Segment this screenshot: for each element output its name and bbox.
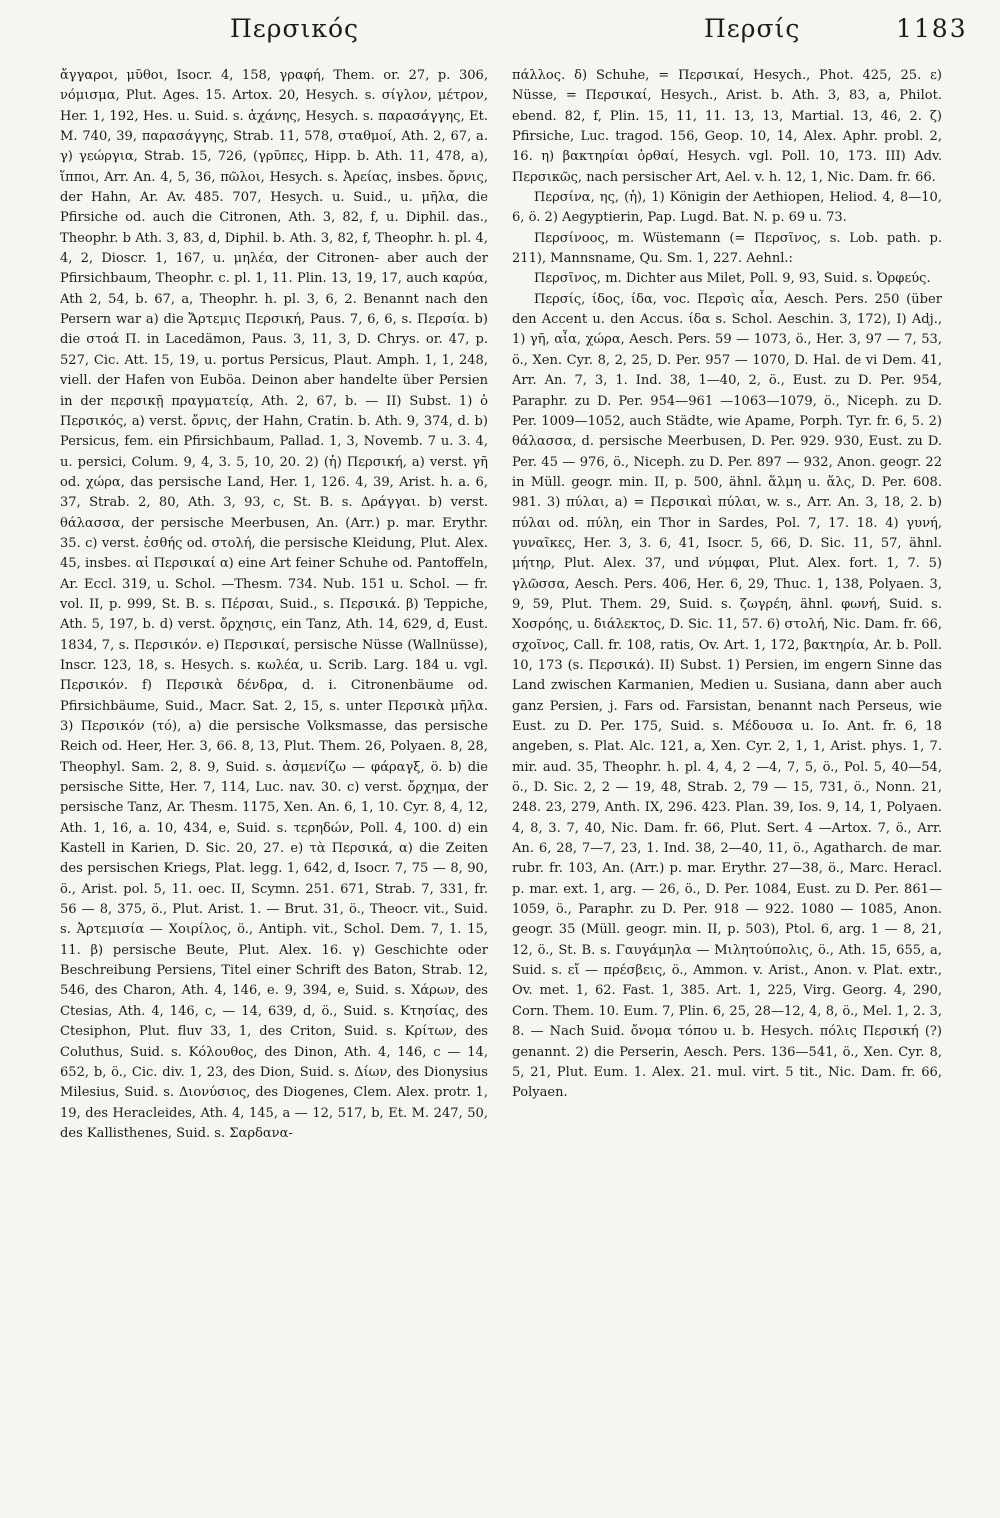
right-headword: Περσίς [704,14,801,43]
entry-persinos: Περσῖνος, m. Dichter aus Milet, Poll. 9, 93, Suid. s. Ὀρφεύς. [534,271,931,287]
right-column [512,66,942,1506]
entry-persis: Περσίς, ίδος, ίδα, voc. Περσὶς αἶα, Aesch. Pers. 250 (über den Accent u. den Accus. ίδα s. Schol. Aeschin. 3, 172), I) Adj., 1) γῆ, αἶα, χώρα, Aesch. Pers. 59 — 1073, ö., Her. 3, 97 — 7, 53, ö., Xen. Cyr. 8, 2, 25, D. Per. 957 — 1070, D. Hal. de vi Dem. 41, Arr. An. 7, 3, 1. Ind. 38, 1—40, 2, ö., Eust. zu D. Per. 954, Paraphr. zu D. Per. 954—961 —1063—1079, ö., Niceph. zu D. Per. 1009—1052, auch Städte, wie Apame, Porph. Tyr. fr. 6, 5. 2) θάλασσα, d. persische Meerbusen, D. Per. 929. 930, Eust. zu D. Per. 45 — 976, ö., Niceph. zu D. Per. 897 — 932, Anon. geogr. 22 in Müll. geogr. min. II, p. 500, ähnl. ἅλμη u. ἅλς, D. Per. 608. 981. 3) πύλαι, a) = Περσικαὶ πύλαι, w. s., Arr. An. 3, 18, 2. b) πύλαι od. πύλη, ein Thor in Sardes, Pol. 7, 17. 18. 4) γυνή, γυναῖκες, Her. 3, 3. 6, 41, Isocr. 5, 66, D. Sic. 11, 57, ähnl. μήτηρ, Plut. Alex. 37, und νύμφαι, Plut. Alex. fort. 1, 7. 5) γλῶσσα, Aesch. Pers. 406, Her. 6, 29, Thuc. 1, 138, Polyaen. 3, 9, 59, Plut. Them. 29, Suid. s. ζωγρέη, ähnl. φωνή, Suid. s. Χοσρόης, u. διάλεκτος, D. Sic. 11, 57. 6) στολή, Nic. Dam. fr. 66, σχοῖνος, Call. fr. 108, ratis, Ov. Art. 1, 172, βακτηρία, Ar. b. Poll. 10, 173 (s. Περσικά). II) Subst. 1) Persien, im engern Sinne das Land zwischen Karmanien, Medien u. Susiana, dann aber auch ganz Persien, j. Fars od. Farsistan, benannt nach Perseus, wie Eust. zu D. Per. 175, Suid. s. Μέδουσα u. Io. Ant. fr. 6, 18 angeben, s. Plat. Alc. 121, a, Xen. Cyr. 2, 1, 1, Arist. phys. 1, 7. mir. aud. 35, Theophr. h. pl. 4, 4, 2 —4, 7, 5, ö., Pol. 5, 40—54, ö., D. Sic. 2, 2 — 19, 48, Strab. 2, 79 — 15, 731, ö., Nonn. 21, 248. 23, 279, Anth. IX, 296. 423. Plan. 39, Ios. 9, 14, 1, Polyaen. 4, 8, 3. 7, 40, Nic. Dam. fr. 66, Plut. Sert. 4 —Artox. 7, ö., Arr. An. 6, 28, 7—7, 23, 1. Ind. 38, 2—40, 11, ö., Agatharch. de mar. rubr. fr. 103, An. (Arr.) p. mar. Erythr. 27—38, ö., Marc. Heracl. p. mar. ext. 1, arg. — 26, ö., D. Per. 1084, Eust. zu D. Per. 861—1059, ö., Paraphr. zu D. Per. 918 — 922. 1080 — 1085, Anon. geogr. 35 (Müll. geogr. min. II, p. 503), Ptol. 6, arg. 1 — 8, 21, 12, ö., St. B. s. Γαυγάμηλα — Μιλητούπολις, ö., Ath. 15, 655, a, Suid. s. εἴ — πρέσβεις, ö., Ammon. v. Arist., Anon. v. Plat. extr., Ov. met. 1, 62. Fast. 1, 385. Art. 1, 225, Virg. Georg. 4, 290, Corn. Them. 10. Eum. 7, Plin. 6, 25, 28—12, 4, 8, ö., Mel. 1, 2. 3, 8. — Nach Suid. ὄνομα τόπου u. b. Hesych. πόλις Περσική (?) genannt. 2) die Perserin, Aesch. Pers. 136—541, ö., Xen. Cyr. 8, 5, 21, Plut. Eum. 1. Alex. 21. mul. virt. 5 tit., Nic. Dam. fr. 66, Polyaen. [512,291,942,1101]
entry-persinoos: Περσίνοος, m. Wüstemann (= Περσῖνος, s. Lob. path. p. 211), Mannsname, Qu. Sm. 1, 227. Aehnl.: [512,230,942,267]
entry-continuation-persikos: ἄγγαροι, μῦθοι, Isocr. 4, 158, γραφή, Them. or. 27, p. 306, νόμισμα, Plut. Ages. 15. Artox. 20, Hesych. s. σίγλον, μέτρον, Her. 1, 192, Hes. u. Suid. s. ἀχάνης, Hesych. s. παρασάγγης, Et. M. 740, 39, παρασάγγης, Strab. 11, 578, σταθμοί, Ath. 2, 67, a. γ) γεώργια, Strab. 15, 726, (γρῦπες, Hipp. b. Ath. 11, 478, a), ἵπποι, Arr. An. 4, 5, 36, πῶλοι, Hesych. s. Ἀρείας, insbes. ὄρνις, der Hahn, Ar. Av. 485. 707, Hesych. u. Suid., u. μῆλα, die Pfirsiche od. auch die Citronen, Ath. 3, 82, f, u. Diphil. das., Theophr. b Ath. 3, 83, d, Diphil. b. Ath. 3, 82, f, Theophr. h. pl. 4, 4, 2, Dioscr. 1, 167, u. μηλέα, der Citronen- aber auch der Pfirsichbaum, Theophr. c. pl. 1, 11. Plin. 13, 19, 17, auch καρύα, Ath 2, 54, b. 67, a, Theophr. h. pl. 3, 6, 2. Benannt nach den Persern war a) die Ἄρτεμις Περσική, Paus. 7, 6, 6, s. Περσία. b) die στοά Π. in Lacedämon, Paus. 3, 11, 3, D. Chrys. or. 47, p. 527, Cic. Att. 15, 19, u. portus Persicus, Plaut. Amph. 1, 1, 248, viell. der Hafen von Euböa. Deinon aber handelte über Persien in der περσικῇ πραγματείᾳ, Ath. 2, 67, b. — II) Subst. 1) ὁ Περσικός, a) verst. ὄρνις, der Hahn, Cratin. b. Ath. 9, 374, d. b) Persicus, fem. ein Pfirsichbaum, Pallad. 1, 3, Novemb. 7 u. 3. 4, u. persici, Colum. 9, 4, 3. 5, 10, 20. 2) (ἡ) Περσική, a) verst. γῆ od. χώρα, das persische Land, Her. 1, 126. 4, 39, Arist. h. a. 6, 37, Strab. 2, 80, Ath. 3, 93, c, St. B. s. Δράγγαι. b) verst. θάλασσα, der persische Meerbusen, An. (Arr.) p. mar. Erythr. 35. c) verst. ἐσθής od. στολή, die persische Kleidung, Plut. Alex. 45, insbes. αἱ Περσικαί α) eine Art feiner Schuhe od. Pantoffeln, Ar. Eccl. 319, u. Schol. —Thesm. 734. Nub. 151 u. Schol. — fr. vol. II, p. 999, St. B. s. Πέρσαι, Suid., s. Περσικά. β) Teppiche, Ath. 5, 197, b. d) verst. ὄρχησις, ein Tanz, Ath. 14, 629, d, Eust. 1834, 7, s. Περσικόν. e) Περσικαί, persische Nüsse (Wallnüsse), Inscr. 123, 18, s. Hesych. s. κωλέα, u. Scrib. Larg. 184 u. vgl. Περσικόν. f) Περσικὰ δένδρα, d. i. Citronenbäume od. Pfirsichbäume, Suid., Macr. Sat. 2, 15, s. unter Περσικὰ μῆλα. 3) Περσικόν (τό), a) die persische Volksmasse, das persische Reich od. Heer, Her. 3, 66. 8, 13, Plut. Them. 26, Polyaen. 8, 28, Theophyl. Sam. 2, 8. 9, Suid. s. ἀσμενίζω — φάραγξ, ö. b) die persische Sitte, Her. 7, 114, Luc. nav. 30. c) verst. ὄρχημα, der persische Tanz, Ar. Thesm. 1175, Xen. An. 6, 1, 10. Cyr. 8, 4, 12, Ath. 1, 16, a. 10, 434, e, Suid. s. τερηδών, Poll. 4, 100. d) ein Kastell in Karien, D. Sic. 20, 27. e) τὰ Περσικά, α) die Zeiten des persischen Kriegs, Plat. legg. 1, 642, d, Isocr. 7, 75 — 8, 90, ö., Arist. pol. 5, 11. oec. II, Scymn. 251. 671, Strab. 7, 331, fr. 56 — 8, 375, ö., Plut. Arist. 1. — Brut. 31, ö., Theocr. vit., Suid. s. Ἀρτεμισία — Χοιρίλος, ö., Antiph. vit., Schol. Dem. 7, 1. 15, 11. β) persische Beute, Plut. Alex. 16. γ) Geschichte oder Beschreibung Persiens, Titel einer Schrift des Baton, Strab. 12, 546, des Charon, Ath. 4, 146, e. 9, 394, e, Suid. s. Χάρων, des Ctesias, Ath. 4, 146, c, — 14, 639, d, ö., Suid. s. Κτησίας, des Ctesiphon, Plut. fluv 33, 1, des Criton, Suid. s. Κρίτων, des Coluthus, Suid. s. Κόλουθος, des Dinon, Ath. 4, 146, c — 14, 652, b, ö., Cic. div. 1, 23, des Dion, Suid. s. Δίων, des Dionysius Milesius, Suid. s. Διονύσιος, des Diogenes, Clem. Alex. protr. 1, 19, des Heracleides, Ath. 4, 145, a — 12, 517, b, Et. M. 247, 50, des Kallisthenes, Suid. s. Σαρδανα- [60,68,488,1141]
left-headword: Περσικός [230,14,359,43]
running-head [0,14,1000,54]
left-column [60,66,488,1506]
page-number: 1183 [896,14,968,43]
entry-continuation-persikos-end: πάλλος. δ) Schuhe, = Περσικαί, Hesych., Phot. 425, 25. ε) Nüsse, = Περσικαί, Hesych., Arist. b. Ath. 3, 83, a, Philot. ebend. 82, f, Plin. 15, 11, 11. 13, 13, Martial. 13, 46, 2. ζ) Pfirsiche, Luc. tragod. 156, Geop. 10, 14, Alex. Aphr. probl. 2, 16. η) βακτηρίαι ὀρθαί, Hesych. vgl. Poll. 10, 173. III) Adv. Περσικῶς, nach persischer Art, Ael. v. h. 12, 1, Nic. Dam. fr. 66. [512,68,942,185]
entry-persina: Περσίνα, ης, (ἡ), 1) Königin der Aethiopen, Heliod. 4, 8—10, 6, ö. 2) Aegyptierin, Pap. Lugd. Bat. N. p. 69 u. 73. [512,190,942,226]
